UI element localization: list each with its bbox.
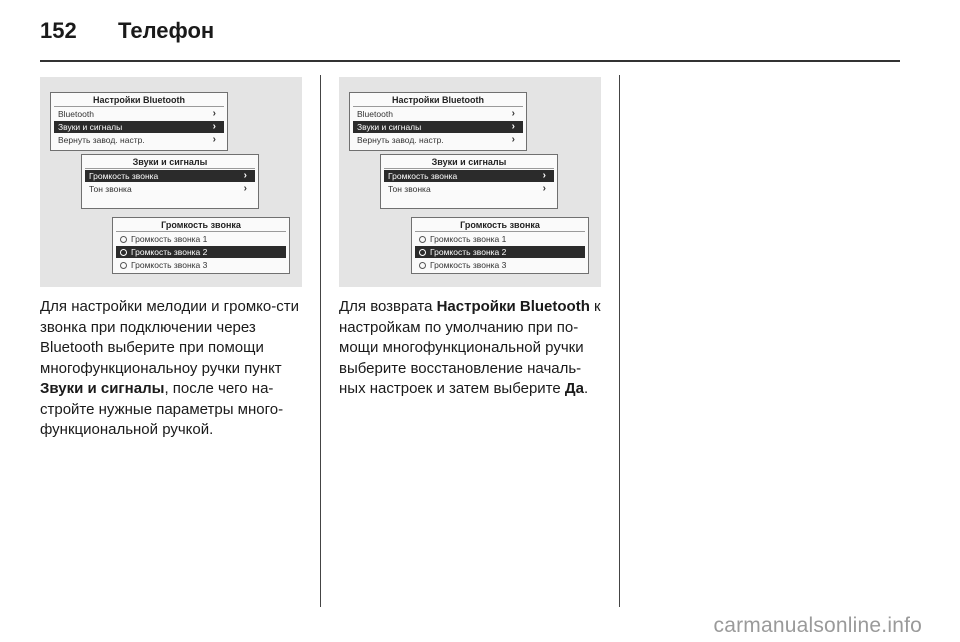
chevron-right-icon: › [212, 134, 216, 145]
menu-ring-volume [112, 217, 290, 274]
menu-item[interactable]: Громкость звонка 3 [116, 259, 286, 271]
menu-item[interactable]: Звуки и сигналы › [54, 121, 224, 133]
watermark: carmanualsonline.info [713, 614, 922, 637]
menu-item[interactable]: Bluetooth › [58, 108, 216, 119]
menu-item[interactable]: Вернуть завод. настр. › [58, 134, 216, 145]
menu-item[interactable]: Громкость звонка 1 [415, 233, 585, 245]
chevron-right-icon: › [243, 170, 247, 181]
radio-icon [419, 236, 426, 243]
menu-bluetooth-settings [50, 92, 228, 151]
menu-bluetooth-settings [349, 92, 527, 151]
menu-title: Звуки и сигналы [384, 155, 554, 169]
menu-item[interactable]: Звуки и сигналы › [353, 121, 523, 133]
menu-sounds-signals [81, 154, 259, 209]
header-rule [40, 60, 900, 62]
chevron-right-icon: › [511, 121, 515, 132]
menu-item[interactable]: Громкость звонка 1 [116, 233, 286, 245]
chevron-right-icon: › [542, 183, 546, 194]
chevron-right-icon: › [243, 183, 247, 194]
right-column-text: Для возврата Настройки Bluetooth к настройкам по умолчанию при по-мощи многофункциональной ручки выберите восстановление началь-ных настроек и затем выберите Да. [339, 298, 601, 397]
radio-icon [419, 262, 426, 269]
menu-title: Громкость звонка [116, 218, 286, 232]
radio-icon [120, 249, 127, 256]
menu-reference: Звуки и сигналы [40, 380, 165, 397]
menu-item[interactable]: Громкость звонка › [85, 170, 255, 182]
menu-title: Настройки Bluetooth [353, 93, 523, 107]
menu-item[interactable]: Громкость звонка 2 [116, 246, 286, 258]
menu-item[interactable]: Bluetooth › [357, 108, 515, 119]
menu-item[interactable]: Тон звонка › [89, 183, 247, 194]
menu-title: Звуки и сигналы [85, 155, 255, 169]
chevron-right-icon: › [212, 108, 216, 119]
column-divider-right [619, 75, 620, 607]
figure-right [339, 77, 601, 287]
chevron-right-icon: › [511, 134, 515, 145]
left-column-text: Для настройки мелодии и громко-сти звонка при подключении через Bluetooth выберите при помощи многофункциональноу ручки пункт Звуки и сигналы, после чего на-стройте нужные параметры много-функциональной ручкой. [40, 298, 299, 438]
menu-item[interactable]: Тон звонка › [388, 183, 546, 194]
menu-ring-volume [411, 217, 589, 274]
radio-icon [120, 236, 127, 243]
menu-item[interactable]: Вернуть завод. настр. › [357, 134, 515, 145]
option-reference: Да [564, 380, 584, 397]
menu-reference: Настройки Bluetooth [436, 298, 590, 315]
page-title: Телефон [118, 18, 215, 43]
chevron-right-icon: › [212, 121, 216, 132]
figure-left [40, 77, 302, 287]
menu-item[interactable]: Громкость звонка 2 [415, 246, 585, 258]
page-number: 152 [40, 18, 77, 43]
menu-title: Настройки Bluetooth [54, 93, 224, 107]
column-divider-left [320, 75, 321, 607]
menu-item[interactable]: Громкость звонка 3 [415, 259, 585, 271]
radio-icon [120, 262, 127, 269]
menu-sounds-signals [380, 154, 558, 209]
menu-item[interactable]: Громкость звонка › [384, 170, 554, 182]
radio-icon [419, 249, 426, 256]
chevron-right-icon: › [511, 108, 515, 119]
menu-title: Громкость звонка [415, 218, 585, 232]
chevron-right-icon: › [542, 170, 546, 181]
